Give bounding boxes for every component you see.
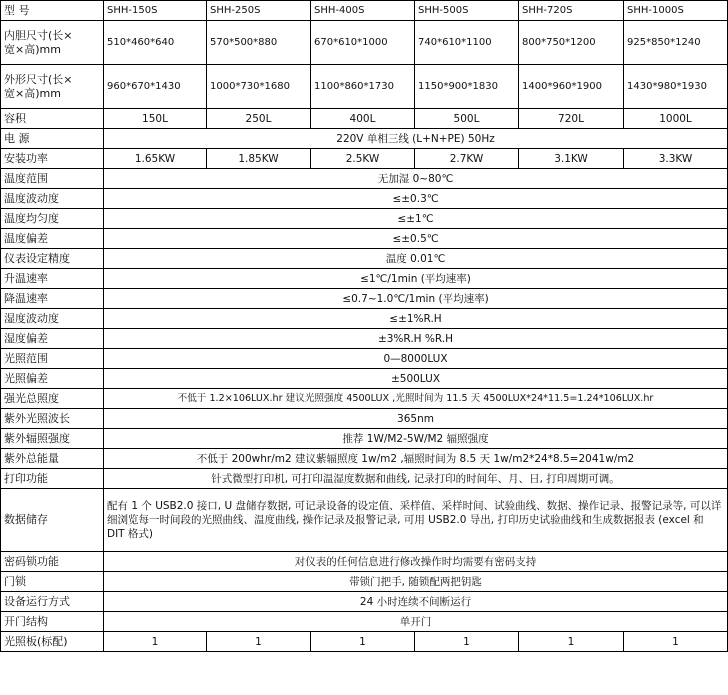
row-label: 升温速率	[1, 269, 104, 289]
row-temp-fluctuation	[1, 189, 728, 209]
row-label: 开门结构	[1, 612, 104, 632]
row-label: 紫外总能量	[1, 449, 104, 469]
value-cell: 不低于 200whr/m2 建议紫辐照度 1w/m2 ,辐照时间为 8.5 天 1w/m2*24*8.5=2041w/m2	[104, 449, 728, 469]
row-heating-rate	[1, 269, 728, 289]
row-installed-power	[1, 149, 728, 169]
row-label: 设备运行方式	[1, 592, 104, 612]
row-label: 光照范围	[1, 349, 104, 369]
row-uv-intensity	[1, 429, 728, 449]
value-cell: 400L	[311, 109, 415, 129]
value-cell: 1.85KW	[207, 149, 311, 169]
model-cell: SHH-150S	[104, 1, 207, 21]
label-line: 宽×高)mm	[4, 86, 61, 100]
value-cell: 1	[311, 632, 415, 652]
row-label: 湿度偏差	[1, 329, 104, 349]
value-cell: 1.65KW	[104, 149, 207, 169]
row-label: 湿度波动度	[1, 309, 104, 329]
row-label: 门锁	[1, 572, 104, 592]
value-cell: 3.1KW	[519, 149, 624, 169]
row-password-lock	[1, 552, 728, 572]
value-cell: 960*670*1430	[104, 65, 207, 109]
row-outer-size	[1, 65, 728, 109]
row-uv-total-energy	[1, 449, 728, 469]
row-door-structure	[1, 612, 728, 632]
model-cell: SHH-400S	[311, 1, 415, 21]
row-volume	[1, 109, 728, 129]
value-cell: 740*610*1100	[415, 21, 519, 65]
value-cell: 1000*730*1680	[207, 65, 311, 109]
value-cell: ±500LUX	[104, 369, 728, 389]
model-cell: SHH-720S	[519, 1, 624, 21]
row-light-panel	[1, 632, 728, 652]
row-label: 紫外辐照强度	[1, 429, 104, 449]
value-cell: ≤±1℃	[104, 209, 728, 229]
row-label: 密码锁功能	[1, 552, 104, 572]
value-cell: 温度 0.01℃	[104, 249, 728, 269]
row-label: 紫外光照波长	[1, 409, 104, 429]
value-cell: ≤±0.5℃	[104, 229, 728, 249]
value-cell: 670*610*1000	[311, 21, 415, 65]
model-cell: SHH-250S	[207, 1, 311, 21]
value-cell: 510*460*640	[104, 21, 207, 65]
value-cell: ≤±1%R.H	[104, 309, 728, 329]
row-label: 安装功率	[1, 149, 104, 169]
row-light-range	[1, 349, 728, 369]
value-cell: 针式微型打印机, 可打印温湿度数据和曲线, 记录打印的时间年、月、日, 打印周期可调。	[104, 469, 728, 489]
row-model	[1, 1, 728, 21]
row-label: 强光总照度	[1, 389, 104, 409]
row-print-function	[1, 469, 728, 489]
value-cell: 925*850*1240	[624, 21, 728, 65]
value-cell: ≤0.7~1.0℃/1min (平均速率)	[104, 289, 728, 309]
row-label: 温度波动度	[1, 189, 104, 209]
value-cell: 1	[104, 632, 207, 652]
value-cell: 570*500*880	[207, 21, 311, 65]
row-label: 光照偏差	[1, 369, 104, 389]
label-line: 外形尺寸(长×	[4, 72, 73, 86]
value-cell: 800*750*1200	[519, 21, 624, 65]
value-cell: 24 小时连续不间断运行	[104, 592, 728, 612]
row-operation-mode	[1, 592, 728, 612]
value-cell: 对仪表的任何信息进行修改操作时均需要有密码支持	[104, 552, 728, 572]
row-label: 打印功能	[1, 469, 104, 489]
value-cell: 1400*960*1900	[519, 65, 624, 109]
row-label	[1, 21, 104, 65]
row-door-lock	[1, 572, 728, 592]
row-label: 光照板(标配)	[1, 632, 104, 652]
value-cell: 2.7KW	[415, 149, 519, 169]
value-cell: 配有 1 个 USB2.0 接口, U 盘储存数据, 可记录设备的设定值、采样值、采样时间、试验曲线、数据、操作记录、报警记录等, 可以详细浏览每一时间段的光照曲线、温度曲线, 操作记录及报警记录, 可用 USB2.0 导出, 打印历史试验曲线和生成数据报表 (excel 和 DIT 格式)	[104, 489, 728, 552]
value-cell: 1	[624, 632, 728, 652]
value-cell: 150L	[104, 109, 207, 129]
value-cell: 720L	[519, 109, 624, 129]
row-temp-deviation	[1, 229, 728, 249]
row-label: 数据储存	[1, 489, 104, 552]
row-humidity-fluctuation	[1, 309, 728, 329]
value-cell: 2.5KW	[311, 149, 415, 169]
value-cell: ≤±0.3℃	[104, 189, 728, 209]
value-cell: 1150*900*1830	[415, 65, 519, 109]
row-uv-wavelength	[1, 409, 728, 429]
value-cell: 1	[519, 632, 624, 652]
row-label	[1, 65, 104, 109]
value-cell: 365nm	[104, 409, 728, 429]
model-cell: SHH-500S	[415, 1, 519, 21]
row-label: 温度均匀度	[1, 209, 104, 229]
row-power-supply	[1, 129, 728, 149]
value-cell: 1	[207, 632, 311, 652]
row-data-storage	[1, 489, 728, 552]
row-label: 降温速率	[1, 289, 104, 309]
value-cell: 220V 单相三线 (L+N+PE) 50Hz	[104, 129, 728, 149]
row-instrument-precision	[1, 249, 728, 269]
value-cell: 1000L	[624, 109, 728, 129]
row-cooling-rate	[1, 289, 728, 309]
row-humidity-deviation	[1, 329, 728, 349]
row-label: 仪表设定精度	[1, 249, 104, 269]
value-cell: ±3%R.H %R.H	[104, 329, 728, 349]
value-cell: 250L	[207, 109, 311, 129]
model-cell: SHH-1000S	[624, 1, 728, 21]
row-label: 容积	[1, 109, 104, 129]
value-cell: 1100*860*1730	[311, 65, 415, 109]
row-label: 温度偏差	[1, 229, 104, 249]
row-temp-uniformity	[1, 209, 728, 229]
row-light-deviation	[1, 369, 728, 389]
value-cell: 0—8000LUX	[104, 349, 728, 369]
row-temp-range	[1, 169, 728, 189]
value-cell: ≤1℃/1min (平均速率)	[104, 269, 728, 289]
row-label: 电 源	[1, 129, 104, 149]
row-label: 温度范围	[1, 169, 104, 189]
value-cell: 无加湿 0~80℃	[104, 169, 728, 189]
row-label: 型 号	[1, 1, 104, 21]
label-line: 内胆尺寸(长×	[4, 28, 73, 42]
row-inner-size	[1, 21, 728, 65]
value-cell: 1430*980*1930	[624, 65, 728, 109]
row-strong-light-total	[1, 389, 728, 409]
value-cell: 单开门	[104, 612, 728, 632]
value-cell: 推荐 1W/M2-5W/M2 辐照强度	[104, 429, 728, 449]
value-cell: 3.3KW	[624, 149, 728, 169]
value-cell: 1	[415, 632, 519, 652]
value-cell: 不低于 1.2×106LUX.hr 建议光照强度 4500LUX ,光照时间为 11.5 天 4500LUX*24*11.5=1.24*106LUX.hr	[104, 389, 728, 409]
value-cell: 500L	[415, 109, 519, 129]
label-line: 宽×高)mm	[4, 42, 61, 56]
value-cell: 带锁门把手, 随锁配两把钥匙	[104, 572, 728, 592]
